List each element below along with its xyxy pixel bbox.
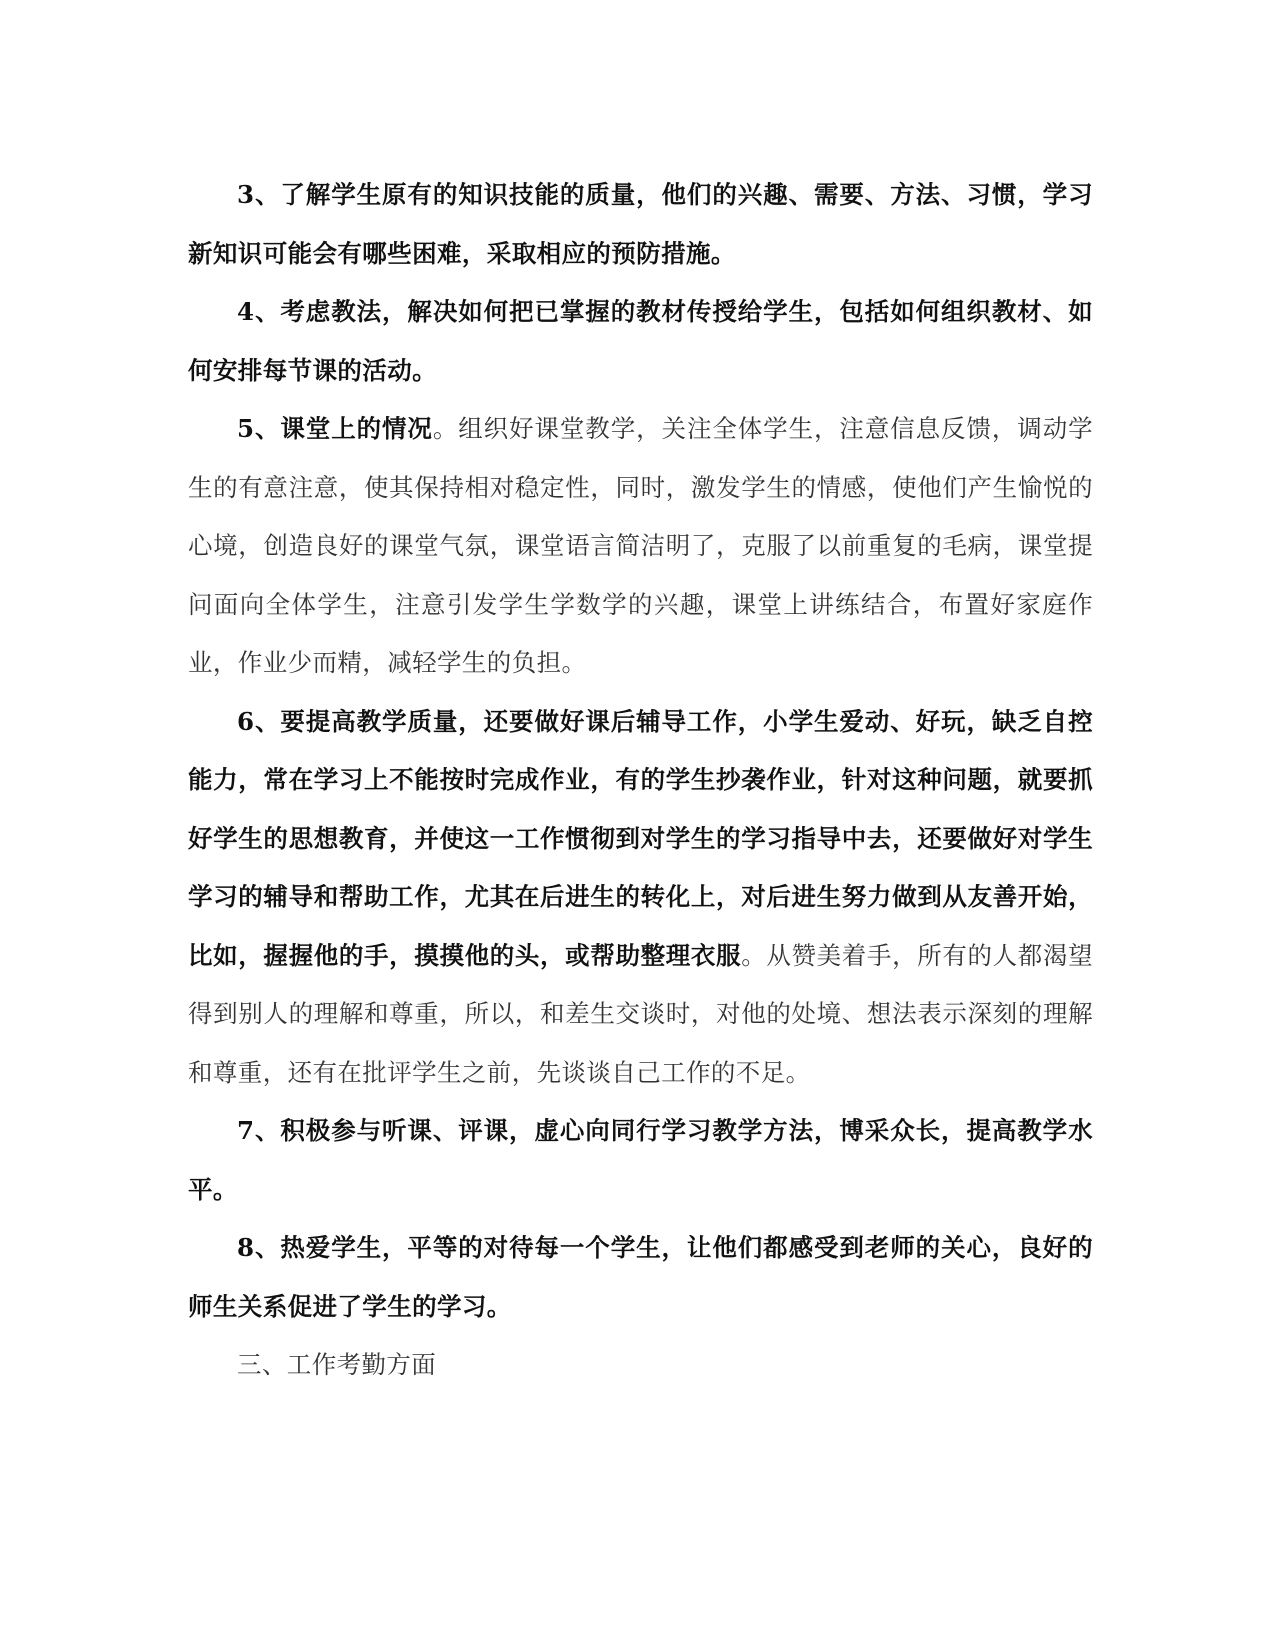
paragraph-6-normal-text: 。从赞美着手，所有的人都渴望得到别人的理解和尊重，所以，和差生交谈时，对他的处境、想法表示深刻的理解和尊重，还有在批评学生之前，先谈谈自己工作的不足。 [188, 940, 1093, 1087]
document-page [188, 166, 1093, 1395]
paragraph-8-bold-text: 8、热爱学生，平等的对待每一个学生，让他们都感受到老师的关心，良好的师生关系促进了学生的学习。 [188, 1233, 1093, 1321]
paragraph-6-bold-text: 6、要提高教学质量，还要做好课后辅导工作，小学生爱动、好玩，缺乏自控能力，常在学习上不能按时完成作业，有的学生抄袭作业，针对这种问题，就要抓好学生的思想教育，并使这一工作惯彻到对学生的学习指导中去，还要做好对学生学习的辅导和帮助工作，尤其在后进生的转化上，对后进生努力做到从友善开始，比如，握握他的手，摸摸他的头，或帮助整理衣服 [188, 706, 1093, 970]
paragraph-3-bold-text: 3、了解学生原有的知识技能的质量，他们的兴趣、需要、方法、习惯，学习新知识可能会有哪些困难，采取相应的预防措施。 [188, 180, 1093, 268]
paragraph-5-normal-text: 。组织好课堂教学，关注全体学生，注意信息反馈，调动学生的有意注意，使其保持相对稳定性，同时，激发学生的情感，使他们产生愉悦的心境，创造良好的课堂气氛，课堂语言简洁明了，克服了以前重复的毛病，课堂提问面向全体学生，注意引发学生学数学的兴趣，课堂上讲练结合，布置好家庭作业，作业少而精，减轻学生的负担。 [188, 414, 1094, 677]
paragraph-3 [188, 166, 1093, 283]
section-heading: 三、工作考勤方面 [237, 1350, 437, 1379]
paragraph-7 [188, 1102, 1093, 1219]
paragraph-4-bold-text: 4、考虑教法，解决如何把已掌握的教材传授给学生，包括如何组织教材、如何安排每节课的活动。 [188, 297, 1093, 385]
paragraph-5 [188, 400, 1093, 693]
paragraph-4 [188, 283, 1093, 400]
paragraph-5-bold-text: 5、课堂上的情况 [237, 414, 433, 443]
paragraph-7-bold-text: 7、积极参与听课、评课，虚心向同行学习教学方法，博采众长，提高教学水平。 [188, 1116, 1093, 1204]
paragraph-6 [188, 693, 1093, 1103]
paragraph-8 [188, 1219, 1093, 1336]
